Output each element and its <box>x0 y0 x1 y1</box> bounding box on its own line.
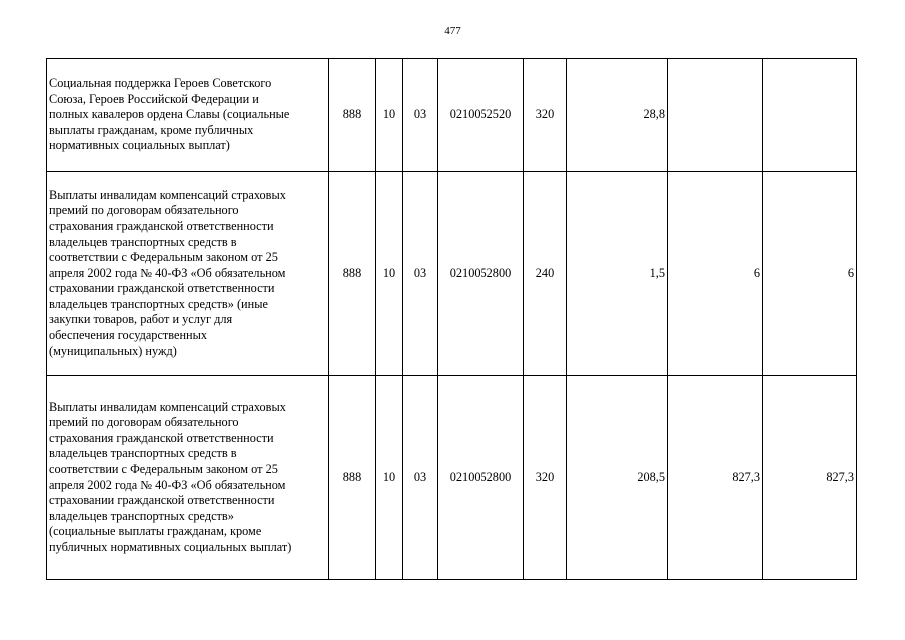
expense-type-code: 240 <box>524 172 567 376</box>
amount-cell-2: 827,3 <box>668 376 763 580</box>
amount-cell-1: 208,5 <box>567 376 668 580</box>
row-description: Выплаты инвалидам компенсаций страховых премий по договорам обязательного страхования гражданской ответственности владельцев транспортных средств в соответствии с Федеральным законом от 25 апреля 2002 года № 40-ФЗ «Об обязательном страховании гражданской ответственности владельцев транспортных средств» (социальные выплаты гражданам, кроме публичных нормативных социальных выплат) <box>47 376 329 580</box>
table-row <box>47 172 857 376</box>
ministry-code: 888 <box>329 172 376 376</box>
table-row <box>47 376 857 580</box>
subsection-code: 03 <box>403 376 438 580</box>
amount-cell-1: 1,5 <box>567 172 668 376</box>
expense-type-code: 320 <box>524 59 567 172</box>
amount-cell-2: 6 <box>668 172 763 376</box>
section-code: 10 <box>376 172 403 376</box>
subsection-code: 03 <box>403 59 438 172</box>
page-number: 477 <box>444 25 461 37</box>
target-article-code: 0210052800 <box>438 376 524 580</box>
table-row <box>47 59 857 172</box>
target-article-code: 0210052520 <box>438 59 524 172</box>
amount-cell-2 <box>668 59 763 172</box>
budget-table <box>46 58 857 580</box>
amount-cell-1: 28,8 <box>567 59 668 172</box>
amount-cell-3 <box>763 59 857 172</box>
ministry-code: 888 <box>329 59 376 172</box>
expense-type-code: 320 <box>524 376 567 580</box>
target-article-code: 0210052800 <box>438 172 524 376</box>
amount-cell-3: 6 <box>763 172 857 376</box>
row-description: Социальная поддержка Героев Советского Союза, Героев Российской Федерации и полных кавалеров ордена Славы (социальные выплаты гражданам, кроме публичных нормативных социальных выплат) <box>47 59 329 172</box>
ministry-code: 888 <box>329 376 376 580</box>
subsection-code: 03 <box>403 172 438 376</box>
row-description: Выплаты инвалидам компенсаций страховых премий по договорам обязательного страхования гражданской ответственности владельцев транспортных средств в соответствии с Федеральным законом от 25 апреля 2002 года № 40-ФЗ «Об обязательном страховании гражданской ответственности владельцев транспортных средств» (иные закупки товаров, работ и услуг для обеспечения государственных (муниципальных) нужд) <box>47 172 329 376</box>
section-code: 10 <box>376 59 403 172</box>
amount-cell-3: 827,3 <box>763 376 857 580</box>
section-code: 10 <box>376 376 403 580</box>
